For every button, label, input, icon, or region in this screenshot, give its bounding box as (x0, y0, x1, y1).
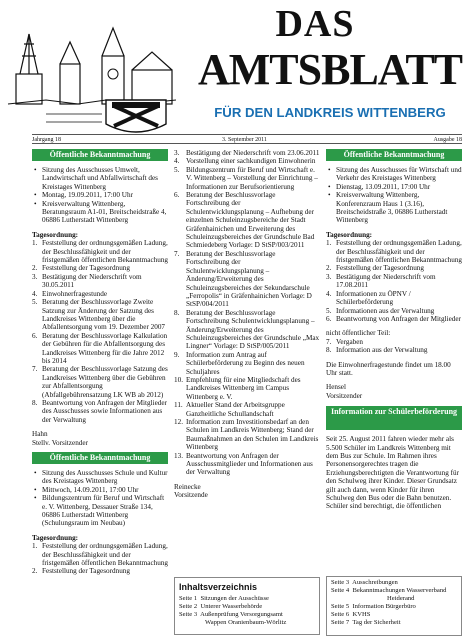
masthead (0, 0, 474, 148)
signature-title: Vorsitzender (326, 391, 363, 400)
agenda-item: 1. Feststellung der ordnungsgemäßen Ladung, der Beschlussfähigkeit und der fristgemäßen öffentlichen Bekanntmachung (32, 542, 169, 568)
agenda-item: 8. Beratung der Beschlussvorlage Fortschreibung Schulentwicklungsplanung – Änderung/Erweiterung des Schuleinzugsbereiches der Grundschule „Max Lingner“ Vorlage: D StSP/005/2011 (174, 308, 320, 351)
table-of-contents (174, 577, 320, 635)
agenda-list (32, 542, 168, 576)
agenda-heading: Tagesordnung: (32, 230, 79, 239)
agenda-item: 1. Feststellung der ordnungsgemäßen Ladung, der Beschlussfähigkeit und der fristgemäßen öffentlichen Bekanntmachung (326, 239, 463, 265)
toc-continued (326, 576, 462, 636)
section-bar: Information zur Schülerbeförderung (326, 406, 462, 430)
agenda-item: 7. Beratung der Beschlussvorlage Satzung des Landkreises Wittenberg über die Gebühren zur Abfallentsorgung (Abfallgebührensatzung LK WB ab 2012) (32, 365, 168, 399)
section-bar: Öffentliche Bekanntmachung (32, 452, 168, 464)
info-paragraph-cont: Schüler sind berechtigt, die öffentlichen (326, 502, 442, 511)
agenda-heading: Tagesordnung: (32, 533, 79, 542)
agenda-item: 3. Bestätigung der Niederschrift vom 17.08.2011 (326, 272, 436, 290)
agenda-item: 2. Feststellung der Tagesordnung (32, 264, 130, 273)
agenda-list (32, 239, 168, 424)
agenda-item: 5. Beratung der Beschlussvorlage Zweite Satzung zur Änderung der Satzung des Landkreises Wittenberg über die Abfallentsorgung vom 19. Dezember 2007 (32, 298, 166, 332)
agenda-item: 4. Vorstellung einer sachkundigen Einwohnerin (174, 157, 316, 166)
non-public-heading: nicht öffentlicher Teil: (326, 329, 391, 338)
agenda-item: 6. Beratung der Beschlussvorlage Fortschreibung der Schulentwicklungsplanung – Aufhebung der einzelnen Schuleinzugsbereiche der Stadt Gräfenhainichen und Erweiterung des Schuleinzugsbereiches der Grundschule Bad Schmiedeberg Vorlage: D StSP/003/2011 (174, 191, 315, 250)
detail-item: • Montag, 19.09.2011, 17:00 Uhr (32, 191, 168, 199)
detail-item: • Mittwoch, 14.09.2011, 17:00 Uhr (32, 486, 168, 494)
detail-item: • Kreisverwaltung Wittenberg, Beratungsraum A1-01, Breitscheidstraße 4, 06886 Lutherstadt Wittenberg (32, 200, 168, 225)
agenda-item: 8. Beantwortung von Anfragen der Mitglieder des Ausschusses sowie Informationen aus der Verwaltung (32, 398, 167, 424)
toc-row[interactable]: Wappen Oranienbaum-Wörlitz (205, 619, 287, 626)
signature-title: Stellv. Vorsitzender (32, 438, 88, 447)
agenda-item: 8. Information aus der Verwaltung (326, 346, 428, 355)
meeting-details (32, 166, 168, 225)
detail-item: • Dienstag, 13.09.2011, 17:00 Uhr (326, 183, 462, 191)
column-1 (32, 149, 168, 637)
title-line-2: AMTSBLATT (197, 45, 463, 94)
subtitle: FÜR DEN LANDKREIS WITTENBERG (214, 105, 446, 120)
toc-row[interactable]: Seite 3 Außenprüfung Versorgungsamt (179, 611, 283, 618)
agenda-list (174, 149, 320, 477)
agenda-item: 2. Feststellung der Tagesordnung (326, 264, 424, 273)
agenda-item: 9. Information zum Antrag auf Schülerbeförderung zu Beginn des neuen Schuljahres (174, 350, 305, 376)
toc-row[interactable]: Seite 1 Sitzungen der Ausschüsse (179, 595, 269, 602)
agenda-item: 13. Beantwortung von Anfragen der Ausschussmitglieder und Informationen aus der Verwaltung (174, 451, 313, 477)
section-bar: Öffentliche Bekanntmachung (32, 149, 168, 161)
agenda-item: 12. Information zum Investitionsbedarf an den Schulen im Landkreis Wittenberg; Stand der Baumaßnahmen an den Schulen im Landkreis Wittenberg (174, 418, 319, 452)
signature-name: Reinecke (174, 482, 201, 491)
info-paragraph: Seit 25. August 2011 fahren wieder mehr als 5.500 Schüler im Landkreis Wittenberg mit dem Bus zur Schule. Im Rahmen ihres Personensorgerechtes tragen die Erziehungsberechtigten die Verantwortung für den Schulweg ihrer Kinder. Dieser Grundsatz gilt auch dann, wenn Kinder für ihren Schulweg den Bus oder die Bahn benutzen. (326, 435, 459, 502)
toc-row[interactable]: Seite 7 Tag der Sicherheit (331, 619, 401, 626)
agenda-item: 1. Feststellung der ordnungsgemäßen Ladung, der Beschlussfähigkeit und der fristgemäßen öffentlichen Bekanntmachung (32, 239, 169, 265)
issue-jahrgang: Jahrgang 18 (32, 137, 62, 143)
issue-number: Ausgabe 18 (433, 137, 462, 143)
column-3 (326, 149, 462, 573)
agenda-item: 2. Feststellung der Tagesordnung (32, 567, 130, 576)
agenda-item: 6. Beratung der Beschlussvorlage Kalkulation der Gebühren für die Abfallentsorgung des Landkreises Wittenberg für die Jahre 2012 bis 2014 (32, 331, 168, 365)
column-2 (174, 149, 320, 573)
toc-title: Inhaltsverzeichnis (179, 582, 258, 592)
title-line-1: DAS (275, 3, 355, 45)
agenda-heading: Tagesordnung: (326, 230, 373, 239)
agenda-item: 7. Beratung der Beschlussvorlage Fortschreibung der Schulentwicklungsplanung – Änderung/Erweiterung des Schuleinzugsbereiches der Sekundarschule „Ferropolis“ in Gräfenhainichen Vorlage: D StSP/004/2011 (174, 249, 312, 309)
toc-row[interactable]: Seite 6 KVHS (331, 611, 371, 618)
detail-item: • Sitzung des Ausschusses Schule und Kultur des Kreistages Wittenberg (32, 469, 168, 486)
agenda-item: 4. Einwohnerfragestunde (32, 289, 108, 298)
toc-row[interactable]: Seite 2 Unterer Wasserbehörde (179, 603, 263, 610)
signature-name: Hahn (32, 430, 48, 439)
agenda-item: 7. Vergaben (326, 337, 364, 346)
agenda-item: 10. Empfehlung für eine Mitgliedschaft des Landkreises Wittenberg im Campus Wittenberg e. V. (174, 375, 301, 401)
agenda-list (326, 239, 462, 323)
detail-item: • Kreisverwaltung Wittenberg, Konferenzraum Haus 1 (3.16), Breitscheidstraße 3, 06886 Lutherstadt Wittenberg (326, 191, 462, 225)
signature-title: Vorsitzende (174, 491, 208, 500)
toc-row[interactable]: Seite 4 Bekanntmachungen Wasserverband (331, 587, 447, 594)
toc-row[interactable]: Heiderand (387, 595, 415, 602)
agenda-item: 4. Informationen zu ÖPNV / Schülerbeförderung (326, 289, 411, 307)
detail-item: • Bildungszentrum für Beruf und Wirtschaft e. V. Wittenberg, Dessauer Straße 134, 06886 Lutherstadt Wittenberg (Schulungsraum im Neubau) (32, 494, 168, 528)
section-bar: Öffentliche Bekanntmachung (326, 149, 462, 161)
issue-info-bar (32, 134, 462, 144)
meeting-details (326, 166, 462, 225)
toc-row[interactable]: Seite 5 Information Bürgerbüro (331, 603, 416, 610)
detail-item: • Sitzung des Ausschusses für Wirtschaft und Verkehr des Kreistages Wittenberg (326, 166, 462, 183)
coat-of-arms-illustration (6, 4, 178, 140)
agenda-item: 5. Bildungszentrum für Beruf und Wirtschaft e. V. Wittenberg – Vorstellung der Einrichtung – Informationen zur Berufsorientierung (174, 165, 318, 191)
agenda-item: 11. Aktueller Stand der Arbeitsgruppe Ganzheitliche Schullandschaft (174, 401, 285, 418)
issue-date: 3. September 2011 (222, 137, 267, 143)
signature-name: Hensel (326, 383, 346, 392)
detail-item: • Sitzung des Ausschusses Umwelt, Landwirtschaft und Abfallwirtschaft des Kreistages Wittenberg (32, 166, 168, 191)
agenda-item: 5. Informationen aus der Verwaltung (326, 306, 435, 315)
agenda-item: 3. Bestätigung der Niederschrift vom 30.05.2011 (32, 272, 142, 290)
citizen-question-note: Die Einwohnerfragestunde findet um 18.00 Uhr statt. (326, 360, 451, 377)
agenda-item: 3. Bestätigung der Niederschrift vom 23.06.2011 (174, 149, 320, 157)
agenda-item: 6. Beantwortung von Anfragen der Mitglieder (326, 314, 461, 323)
toc-row[interactable]: Seite 3 Ausschreibungen (331, 579, 398, 586)
meeting-details (32, 469, 168, 528)
agenda-list-non-public (326, 338, 462, 355)
